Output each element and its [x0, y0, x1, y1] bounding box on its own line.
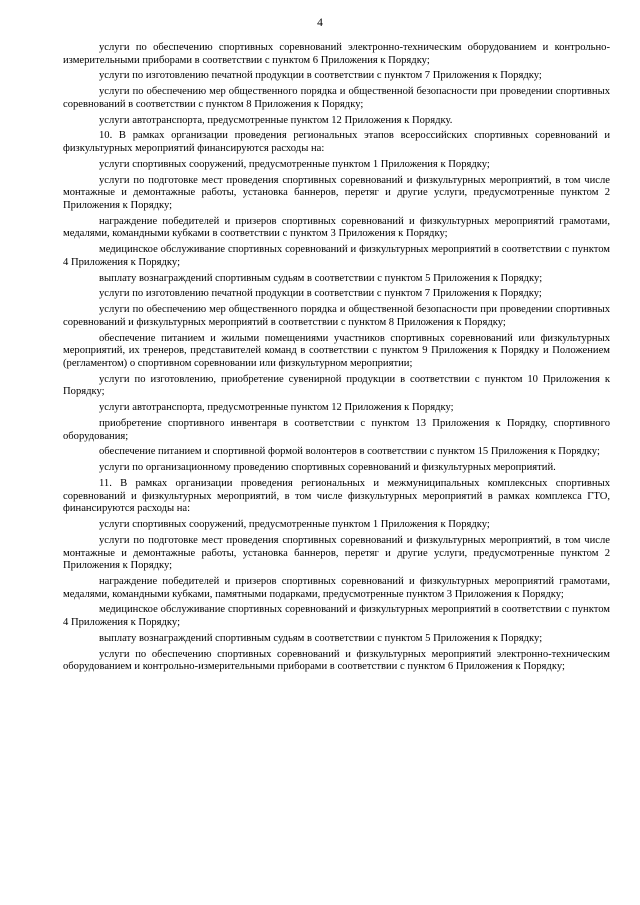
paragraph: услуги по изготовлению печатной продукции в соответствии с пунктом 7 Приложения к Порядку; [99, 70, 542, 82]
paragraph: выплату вознаграждений спортивным судьям в соответствии с пунктом 5 Приложения к Порядку; [99, 632, 543, 644]
paragraph: награждение победителей и призеров спортивных соревнований и физкультурных мероприятий грамотами, медалями, командными кубками в соответствии с пунктом 3 Приложения к Порядку; [63, 215, 610, 240]
paragraph: услуги по обеспечению мер общественного порядка и общественной безопасности при проведении спортивных соревнований и физкультурных мероприятий в соответствии с пунктом 8 Приложения к Порядку; [63, 304, 610, 328]
paragraph: услуги по обеспечению спортивных соревнований и физкультурных мероприятий электронно-техническим оборудованием и контрольно-измерительными приборами в соответствии с пунктом 6 Приложения к Порядку; [63, 648, 610, 673]
paragraph: услуги по подготовке мест проведения спортивных соревнований и физкультурных мероприятий, в том числе монтажные и демонтажные работы, установка баннеров, перетяг и другие услуги, предусмотренные пунктом 2 Приложения к Порядку; [63, 174, 610, 212]
paragraph: медицинское обслуживание спортивных соревнований и физкультурных мероприятий в соответствии с пунктом 4 Приложения к Порядку; [63, 604, 610, 629]
paragraph: обеспечение питанием и жилыми помещениями участников спортивных соревнований или физкультурных мероприятий, их тренеров, представителей команд в соответствии с пунктом 9 Приложения к Порядку и Положением (регламентом) о спортивном соревновании или физкультурном мероприятии; [63, 332, 610, 370]
page-number: 4 [317, 17, 323, 29]
paragraph: услуги по изготовлению печатной продукции в соответствии с пунктом 7 Приложения к Порядку; [99, 288, 542, 300]
paragraph: услуги по обеспечению спортивных соревнований электронно-техническим оборудованием и контрольно-измерительными приборами в соответствии с пунктом 6 Приложения к Порядку; [63, 42, 610, 66]
paragraph: услуги по изготовлению, приобретение сувенирной продукции в соответствии с пунктом 10 Приложения к Порядку; [63, 373, 610, 398]
paragraph: услуги по подготовке мест проведения спортивных соревнований и физкультурных мероприятий, в том числе монтажные и демонтажные работы, установка баннеров, перетяг и другие услуги, предусмотренные пунктом 2 Приложения к Порядку; [63, 534, 610, 572]
paragraph: услуги автотранспорта, предусмотренные пунктом 12 Приложения к Порядку; [99, 402, 454, 414]
section-heading-paragraph-11: 11. В рамках организации проведения региональных и межмуниципальных комплексных спортивных соревнований и физкультурных мероприятий, в том числе физкультурных мероприятий в рамках комплекса ГТО, финансируются расходы на: [63, 477, 610, 515]
paragraph: приобретение спортивного инвентаря в соответствии с пунктом 13 Приложения к Порядку, спортивного оборудования; [63, 417, 610, 442]
document-body [63, 42, 610, 677]
paragraph: награждение победителей и призеров спортивных соревнований и физкультурных мероприятий грамотами, медалями, командными кубками, памятными подарками, предусмотренные пунктом 3 Приложения к Порядку; [63, 576, 610, 600]
paragraph: услуги по обеспечению мер общественного порядка и общественной безопасности при проведении спортивных соревнований в соответствии с пунктом 8 Приложения к Порядку; [63, 86, 610, 110]
paragraph: услуги по организационному проведению спортивных соревнований и физкультурных мероприятий. [99, 462, 556, 474]
paragraph: услуги автотранспорта, предусмотренные пунктом 12 Приложения к Порядку. [99, 114, 453, 126]
section-heading-paragraph-10: 10. В рамках организации проведения региональных этапов всероссийских спортивных соревнований и физкультурных мероприятий финансируются расходы на: [63, 130, 610, 155]
paragraph: услуги спортивных сооружений, предусмотренные пунктом 1 Приложения к Порядку; [99, 158, 490, 170]
paragraph: выплату вознаграждений спортивным судьям в соответствии с пунктом 5 Приложения к Порядку; [99, 272, 543, 284]
paragraph: медицинское обслуживание спортивных соревнований и физкультурных мероприятий в соответствии с пунктом 4 Приложения к Порядку; [63, 244, 610, 268]
paragraph: обеспечение питанием и спортивной формой волонтеров в соответствии с пунктом 15 Приложения к Порядку; [99, 446, 600, 458]
paragraph: услуги спортивных сооружений, предусмотренные пунктом 1 Приложения к Порядку; [99, 519, 490, 531]
